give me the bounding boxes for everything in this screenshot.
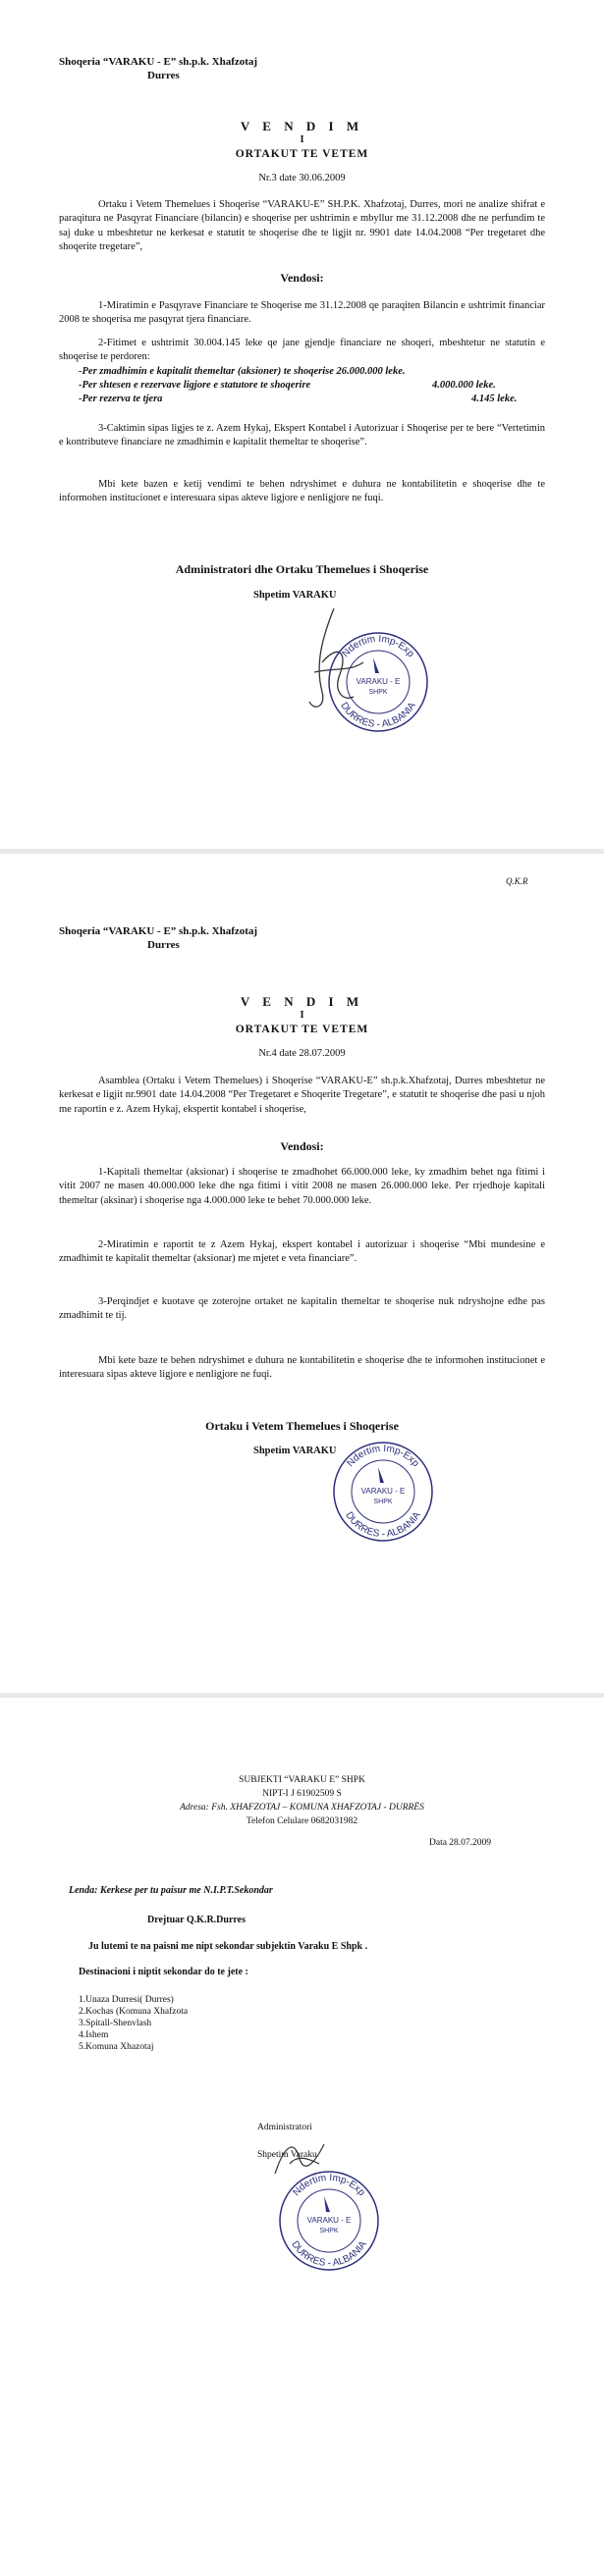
allocation-other-value: 4.145 leke. [471, 394, 518, 404]
stamp-center-sub: SHPK [368, 689, 388, 696]
letter-request: Ju lutemi te na paisni me nipt sekondar subjektin Varaku E Shpk . [88, 1941, 368, 1952]
signatory-name: Shpetim VARAKU [253, 1446, 337, 1456]
company-name: Shoqeria “VARAKU - E” sh.p.k. Xhafzotaj [59, 925, 258, 937]
document-title-line: ORTAKUT TE VETEM [235, 1024, 369, 1035]
allocation-capital: -Per zmadhimin e kapitalit themeltar (aksioner) te shoqerise 26.000.000 leke. [79, 366, 406, 377]
svg-text:Ndertim Imp-Exp [291, 2173, 367, 2198]
decision-item-3: 3-Caktimin sipas ligjes te z. Azem Hykaj, Ekspert Kontabel i Autorizuar i Shoqerise per te bere “Vertetimin e kontributeve financiare ne zmadhimin e kapitalit themeltar te shoqerise”. [59, 423, 545, 448]
letterhead-address: Adresa: Fsh. XHAFZOTAJ – KOMUNA XHAFZOTAJ - DURRËS [180, 1803, 424, 1813]
vendosi-heading: Vendosi: [280, 1139, 324, 1153]
document-title: V E N D I M [240, 994, 364, 1009]
corner-handwritten-mark: Q.K.R [506, 876, 528, 886]
stamp-bottom-text: DURRES - ALBANIA [343, 1509, 423, 1540]
document-title: V E N D I M [240, 119, 364, 133]
signatory-name: Shpetim VARAKU [253, 590, 337, 601]
signatory-title: Administratori dhe Ortaku Themelues i Shoqerise [175, 562, 429, 576]
decision-item-2: 2-Fitimet e ushtrimit 30.004.145 leke qe jane gjendje financiare ne shoqeri, mbeshtetur ne statutin e shoqerise te perdoren: [59, 338, 545, 363]
decision-item-1: 1-Miratimin e Pasqyrave Financiare te Shoqerise me 31.12.2008 qe paraqiten Bilancin e ushtrimit financiar 2008 te shoqerisa me pasqyrat tjera financiare. [59, 300, 545, 326]
stamp-center-name: VARAKU - E [360, 1487, 406, 1496]
document-title-line: ORTAKUT TE VETEM [235, 148, 369, 160]
closing-paragraph: Mbi kete baze te behen ndryshimet e duhura ne kontabilitetin e shoqerise dhe te informohen institucionet e interesuara sipas akteve ligjore e nenligjore ne fuqi. [59, 1355, 545, 1381]
request-letter-page [0, 1698, 604, 2576]
decision-page-2 [0, 854, 604, 1698]
svg-text:Ndertim Imp-Exp [340, 634, 416, 659]
destination-item: 4.Ishem [79, 2030, 109, 2040]
signatory-name: Shpetim Varaku [257, 2150, 317, 2160]
stamp-top-text: Ndertim Imp-Exp [340, 633, 416, 660]
intro-paragraph: Ortaku i Vetem Themelues i Shoqerise “VARAKU-E” SH.P.K. Xhafzotaj, Durres, mori ne analize shifrat e paraqitura ne Pasqyrat Financiare (bilancin) e shoqerise per ushtrimin e mbyllur me 31.12.2008 dhe ne perfundim te saj duke u mbeshtetur ne kerkesat e statutit te shoqerise dhe te ligjit nr. 9901 date 14.04.2008 “Per tregetaret dhe shoqerite tregetare”, [59, 199, 545, 253]
destinations-heading: Destinacioni i niptit sekondar do te jete : [79, 1967, 248, 1977]
stamp-top-text: Ndertim Imp-Exp [291, 2172, 367, 2199]
svg-text:DURRES - ALBANIA [343, 1510, 422, 1540]
letterhead-phone: Telefon Celulare 0682031982 [246, 1816, 358, 1826]
decision-page-1 [0, 0, 604, 854]
destination-item: 3.Spitall-Shenvlash [79, 2019, 152, 2028]
stamp-bottom-text: DURRES - ALBANIA [338, 700, 418, 730]
document-title-sub: I [300, 1010, 304, 1021]
destination-item: 5.Komuna Xhazotaj [79, 2042, 154, 2052]
closing-paragraph: Mbi kete bazen e ketij vendimi te behen ndryshimet e duhura ne kontabilitetin e shoqerise dhe te informohen institucionet e interesuara sipas akteve ligjore e nenligjore ne fuqi. [59, 479, 545, 504]
signatory-title: Administratori [257, 2123, 312, 2132]
company-name: Shoqeria “VARAKU - E” sh.p.k. Xhafzotaj [59, 56, 258, 68]
company-stamp [275, 2167, 383, 2275]
stamp-center-sub: SHPK [373, 1498, 393, 1505]
company-stamp [329, 1438, 437, 1546]
document-title-sub: I [300, 134, 304, 145]
stamp-top-text: Ndertim Imp-Exp [345, 1443, 421, 1470]
stamp-center-name: VARAKU - E [356, 677, 401, 686]
letter-addressee: Drejtuar Q.K.R.Durres [147, 1915, 246, 1925]
decision-item-1: 1-Kapitali themeltar (aksionar) i shoqerise te zmadhohet 66.000.000 leke, ky zmadhim behet nga fitimi i vitit 2007 ne masen 40.000.000 leke dhe nga fitimi i vitit 2008 ne masen 26.000.000 leke. Per rrjedhoje kapitali themeltar (aksinar) i shoqerise nga 4.000.000 leke te behet 70.000.000 leke. [59, 1167, 545, 1206]
company-stamp [324, 628, 432, 736]
svg-text:DURRES - ALBANIA [338, 701, 417, 730]
intro-paragraph: Asamblea (Ortaku i Vetem Themelues) i Shoqerise “VARAKU-E” sh.p.k.Xhafzotaj, Durres mbeshtetur ne kerkesat e ligjit nr.9901 date 14.04.2008 “Per Tregetaret e Shoqerite Tregetare”, e statutit te shoqerise dhe pasi u njoh me raportin e z. Azem Hykaj, ekspertit kontabel i shoqerise, [59, 1076, 545, 1115]
letterhead-subject: SUBJEKTI “VARAKU E” SHPK [239, 1775, 365, 1785]
decision-number: Nr.3 date 30.06.2009 [258, 173, 346, 184]
svg-text:DURRES - ALBANIA [289, 2239, 368, 2269]
letterhead-nipt: NIPT-I J 61902509 S [262, 1789, 342, 1799]
allocation-reserves-label: -Per shtesen e rezervave ligjore e statutore te shoqerire [79, 380, 311, 391]
letter-date: Data 28.07.2009 [429, 1838, 492, 1848]
decision-number: Nr.4 date 28.07.2009 [258, 1048, 346, 1059]
svg-text:Ndertim Imp-Exp [345, 1444, 421, 1469]
allocation-other-label: -Per rezerva te tjera [79, 394, 163, 404]
stamp-center-name: VARAKU - E [306, 2216, 352, 2225]
destination-item: 2.Kochas (Komuna Xhafzota [79, 2007, 189, 2017]
vendosi-heading: Vendosi: [280, 271, 324, 285]
destination-item: 1.Unaza Durresi( Durres) [79, 1995, 174, 2005]
signatory-title: Ortaku i Vetem Themelues i Shoqerise [205, 1419, 399, 1433]
company-city: Durres [147, 939, 180, 951]
stamp-center-sub: SHPK [319, 2228, 339, 2234]
decision-item-3: 3-Perqindjet e kuotave qe zoterojne ortaket ne kapitalin themeltar te shoqerise nuk ndryshojne edhe pas zmadhimit te tij. [59, 1296, 545, 1322]
decision-item-2: 2-Miratimin e raportit te z Azem Hykaj, ekspert kontabel i autorizuar i shoqerise “Mbi mundesine e zmadhimit te kapitalit themeltar (aksionar) me mjetet e veta financiare”. [59, 1239, 545, 1265]
company-city: Durres [147, 70, 180, 81]
letter-subject: Lenda: Kerkese per tu paisur me N.I.P.T.Sekondar [69, 1885, 273, 1896]
stamp-bottom-text: DURRES - ALBANIA [289, 2238, 369, 2269]
allocation-reserves-value: 4.000.000 leke. [432, 380, 496, 391]
